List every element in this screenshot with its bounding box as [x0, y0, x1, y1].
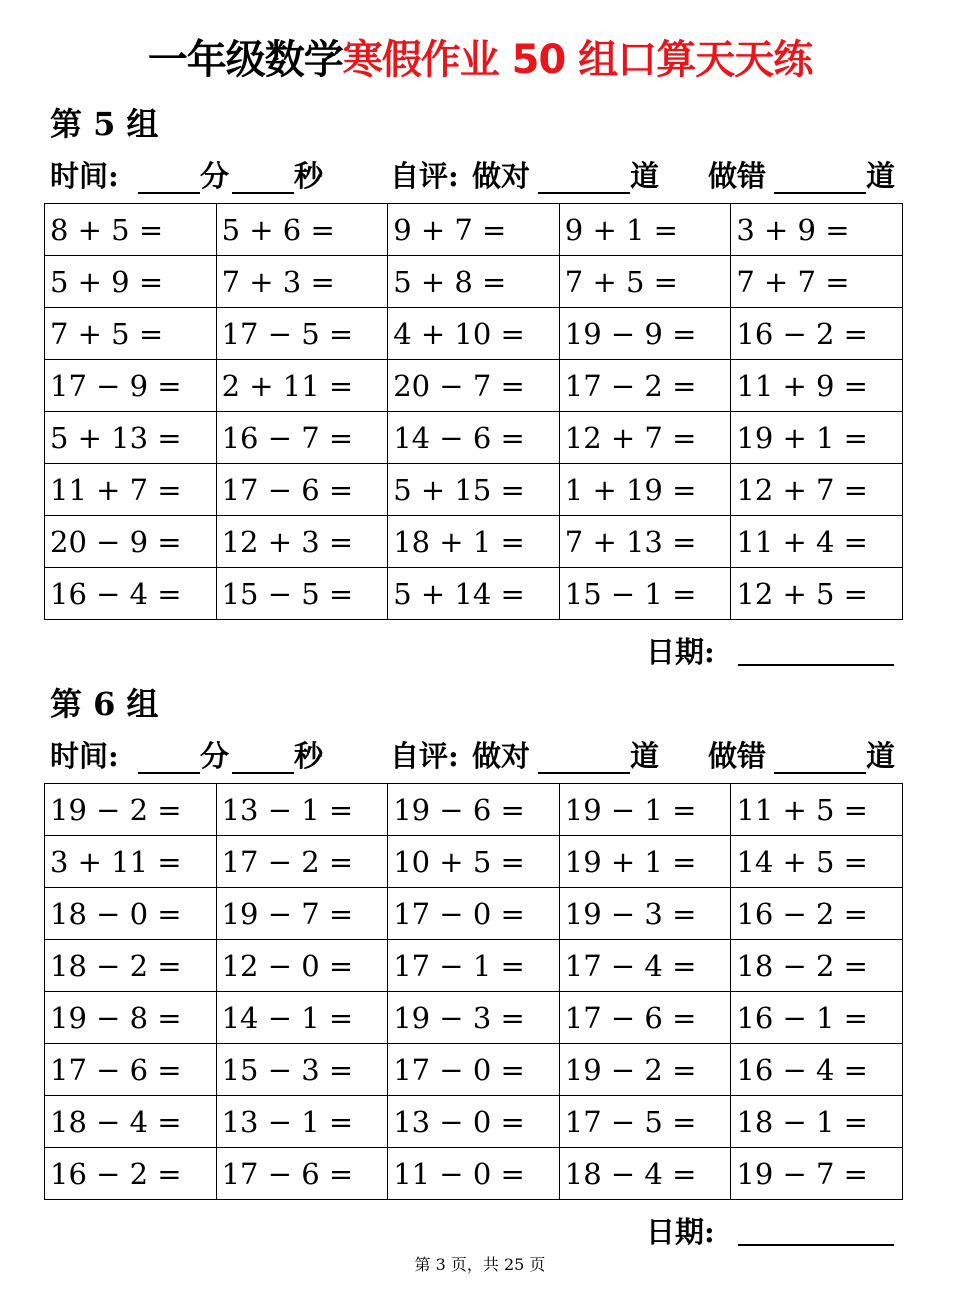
second-label: 秒: [294, 739, 324, 773]
problem-cell[interactable]: 11 + 4 =: [731, 516, 903, 568]
problem-cell[interactable]: 7 + 7 =: [731, 256, 903, 308]
problem-cell[interactable]: 18 + 1 =: [388, 516, 560, 568]
date-blank[interactable]: [738, 664, 894, 666]
group-5-title: 第 5 组: [50, 105, 159, 143]
problem-cell[interactable]: 16 − 1 =: [731, 992, 903, 1044]
problem-cell[interactable]: 12 + 5 =: [731, 568, 903, 620]
problem-cell[interactable]: 16 − 2 =: [731, 308, 903, 360]
table-row: [45, 1096, 903, 1148]
group-6-problem-table: [44, 783, 903, 1200]
problem-cell[interactable]: 9 + 7 =: [388, 204, 560, 256]
table-row: [45, 256, 903, 308]
group-6-date-row: [646, 1212, 906, 1252]
problem-cell[interactable]: 12 + 7 =: [731, 464, 903, 516]
wrong-count-blank[interactable]: [774, 192, 866, 194]
problem-cell[interactable]: 17 − 6 =: [559, 992, 731, 1044]
problem-cell[interactable]: 11 + 9 =: [731, 360, 903, 412]
group-5-info-row: [50, 156, 910, 196]
problem-cell[interactable]: 19 − 1 =: [559, 784, 731, 836]
problem-cell[interactable]: 4 + 10 =: [388, 308, 560, 360]
problem-cell[interactable]: 19 − 3 =: [559, 888, 731, 940]
problem-cell[interactable]: 17 − 1 =: [388, 940, 560, 992]
wrong-label: 做错: [708, 739, 767, 773]
problem-cell[interactable]: 5 + 8 =: [388, 256, 560, 308]
problem-cell[interactable]: 5 + 15 =: [388, 464, 560, 516]
problem-cell[interactable]: 11 + 5 =: [731, 784, 903, 836]
minute-label: 分: [200, 159, 230, 193]
title-part-black: 一年级数学: [147, 37, 343, 83]
problem-cell[interactable]: 17 − 5 =: [216, 308, 388, 360]
minutes-blank[interactable]: [138, 772, 200, 774]
problem-cell[interactable]: 16 − 4 =: [45, 568, 217, 620]
problem-cell[interactable]: 16 − 2 =: [45, 1148, 217, 1200]
problem-cell[interactable]: 18 − 2 =: [731, 940, 903, 992]
problem-cell[interactable]: 19 − 6 =: [388, 784, 560, 836]
correct-count-blank[interactable]: [538, 772, 630, 774]
page-footer: 第 3 页，共 25 页: [414, 1255, 546, 1274]
problem-cell[interactable]: 18 − 4 =: [559, 1148, 731, 1200]
problem-cell[interactable]: 14 − 6 =: [388, 412, 560, 464]
problem-cell[interactable]: 17 − 6 =: [45, 1044, 217, 1096]
dao-label: 道: [866, 739, 896, 773]
problem-cell[interactable]: 16 − 2 =: [731, 888, 903, 940]
problem-cell[interactable]: 7 + 3 =: [216, 256, 388, 308]
table-row: [45, 1148, 903, 1200]
problem-cell[interactable]: 3 + 9 =: [731, 204, 903, 256]
problem-cell[interactable]: 19 − 8 =: [45, 992, 217, 1044]
group-6-info-row: [50, 736, 910, 776]
table-row: [45, 992, 903, 1044]
problem-cell[interactable]: 19 + 1 =: [559, 836, 731, 888]
problem-cell[interactable]: 12 − 0 =: [216, 940, 388, 992]
date-label: 日期:: [646, 635, 715, 669]
problem-cell[interactable]: 19 − 7 =: [731, 1148, 903, 1200]
problem-cell[interactable]: 3 + 11 =: [45, 836, 217, 888]
problem-cell[interactable]: 17 − 2 =: [216, 836, 388, 888]
table-row: [45, 1044, 903, 1096]
problem-cell[interactable]: 5 + 9 =: [45, 256, 217, 308]
problem-cell[interactable]: 19 − 7 =: [216, 888, 388, 940]
problem-cell[interactable]: 18 − 1 =: [731, 1096, 903, 1148]
problem-cell[interactable]: 15 − 5 =: [216, 568, 388, 620]
minutes-blank[interactable]: [138, 192, 200, 194]
problem-cell[interactable]: 19 − 9 =: [559, 308, 731, 360]
problem-cell[interactable]: 19 − 3 =: [388, 992, 560, 1044]
problem-cell[interactable]: 11 + 7 =: [45, 464, 217, 516]
problem-cell[interactable]: 17 − 9 =: [45, 360, 217, 412]
problem-cell[interactable]: 20 − 9 =: [45, 516, 217, 568]
problem-cell[interactable]: 13 − 1 =: [216, 784, 388, 836]
table-row: [45, 836, 903, 888]
problem-cell[interactable]: 15 − 1 =: [559, 568, 731, 620]
problem-cell[interactable]: 5 + 13 =: [45, 412, 217, 464]
group-5-date-row: [646, 632, 906, 672]
problem-cell[interactable]: 17 − 0 =: [388, 1044, 560, 1096]
table-row: [45, 360, 903, 412]
dao-label: 道: [630, 739, 660, 773]
problem-cell[interactable]: 13 − 1 =: [216, 1096, 388, 1148]
problem-cell[interactable]: 17 − 2 =: [559, 360, 731, 412]
self-eval-label: 自评:: [390, 739, 459, 773]
problem-cell[interactable]: 19 − 2 =: [559, 1044, 731, 1096]
problem-cell[interactable]: 17 − 6 =: [216, 1148, 388, 1200]
problem-cell[interactable]: 5 + 6 =: [216, 204, 388, 256]
table-row: [45, 464, 903, 516]
title-part-red: 寒假作业 50 组口算天天练: [342, 37, 813, 83]
dao-label: 道: [866, 159, 896, 193]
table-row: [45, 888, 903, 940]
problem-cell[interactable]: 11 − 0 =: [388, 1148, 560, 1200]
correct-label: 做对: [472, 159, 531, 193]
table-row: [45, 568, 903, 620]
problem-cell[interactable]: 17 − 6 =: [216, 464, 388, 516]
table-row: [45, 412, 903, 464]
table-row: [45, 308, 903, 360]
table-row: [45, 784, 903, 836]
problem-cell[interactable]: 19 + 1 =: [731, 412, 903, 464]
table-row: [45, 516, 903, 568]
table-row: [45, 204, 903, 256]
time-label: 时间:: [50, 739, 119, 773]
self-eval-label: 自评:: [390, 159, 459, 193]
seconds-blank[interactable]: [232, 772, 294, 774]
problem-cell[interactable]: 16 − 7 =: [216, 412, 388, 464]
problem-cell[interactable]: 10 + 5 =: [388, 836, 560, 888]
problem-cell[interactable]: 2 + 11 =: [216, 360, 388, 412]
problem-cell[interactable]: 20 − 7 =: [388, 360, 560, 412]
problem-cell[interactable]: 1 + 19 =: [559, 464, 731, 516]
problem-cell[interactable]: 18 − 2 =: [45, 940, 217, 992]
problem-cell[interactable]: 9 + 1 =: [559, 204, 731, 256]
problem-cell[interactable]: 17 − 4 =: [559, 940, 731, 992]
time-label: 时间:: [50, 159, 119, 193]
problem-cell[interactable]: 14 + 5 =: [731, 836, 903, 888]
problem-cell[interactable]: 8 + 5 =: [45, 204, 217, 256]
wrong-count-blank[interactable]: [774, 772, 866, 774]
problem-cell[interactable]: 13 − 0 =: [388, 1096, 560, 1148]
dao-label: 道: [630, 159, 660, 193]
date-blank[interactable]: [738, 1244, 894, 1246]
problem-cell[interactable]: 7 + 5 =: [45, 308, 217, 360]
problem-cell[interactable]: 19 − 2 =: [45, 784, 217, 836]
problem-cell[interactable]: 15 − 3 =: [216, 1044, 388, 1096]
correct-count-blank[interactable]: [538, 192, 630, 194]
group-6-title: 第 6 组: [50, 685, 159, 723]
problem-cell[interactable]: 18 − 4 =: [45, 1096, 217, 1148]
seconds-blank[interactable]: [232, 192, 294, 194]
problem-cell[interactable]: 12 + 7 =: [559, 412, 731, 464]
problem-cell[interactable]: 18 − 0 =: [45, 888, 217, 940]
problem-cell[interactable]: 17 − 0 =: [388, 888, 560, 940]
date-label: 日期:: [646, 1215, 715, 1249]
problem-cell[interactable]: 16 − 4 =: [731, 1044, 903, 1096]
table-row: [45, 940, 903, 992]
minute-label: 分: [200, 739, 230, 773]
second-label: 秒: [294, 159, 324, 193]
problem-cell[interactable]: 14 − 1 =: [216, 992, 388, 1044]
problem-cell[interactable]: 7 + 5 =: [559, 256, 731, 308]
wrong-label: 做错: [708, 159, 767, 193]
page-title: [0, 30, 960, 90]
problem-cell[interactable]: 5 + 14 =: [388, 568, 560, 620]
group-5-problem-table: [44, 203, 903, 620]
problem-cell[interactable]: 12 + 3 =: [216, 516, 388, 568]
correct-label: 做对: [472, 739, 531, 773]
problem-cell[interactable]: 17 − 5 =: [559, 1096, 731, 1148]
problem-cell[interactable]: 7 + 13 =: [559, 516, 731, 568]
